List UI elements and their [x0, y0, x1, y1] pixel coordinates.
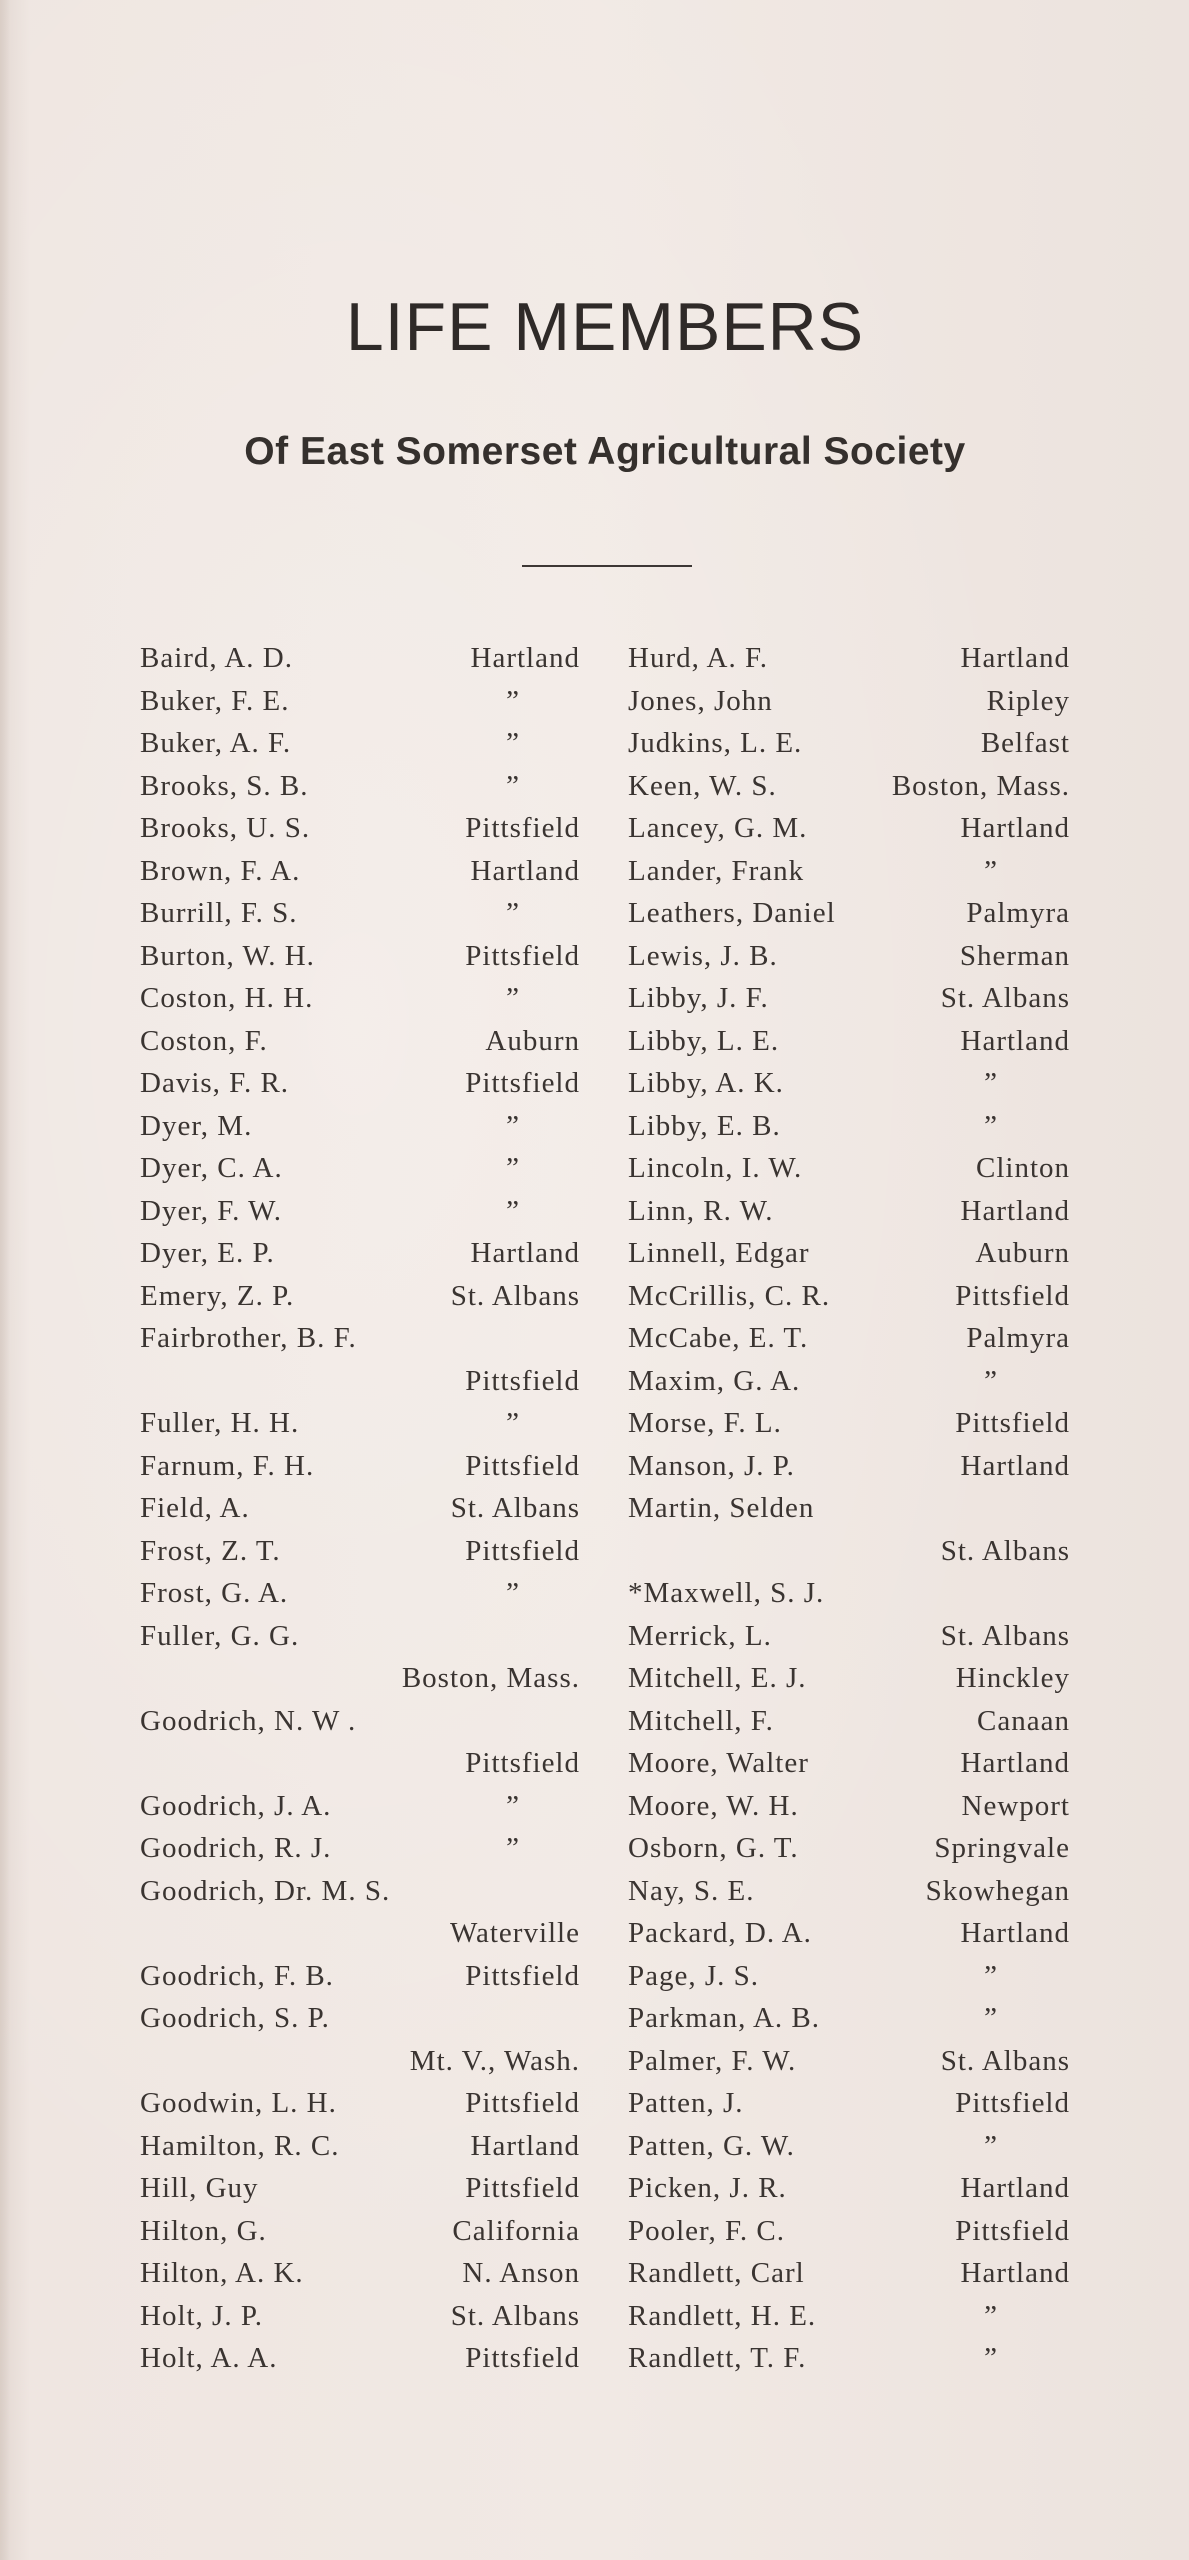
member-name: Hilton, G. [140, 2214, 267, 2247]
member-town: Pittsfield [465, 812, 580, 844]
member-entry [140, 1232, 580, 1275]
member-town: ” [506, 1194, 520, 1227]
member-town: Boston, Mass. [891, 769, 1070, 802]
member-name: Goodrich, N. W . [140, 1704, 357, 1737]
member-entry [628, 1530, 1070, 1573]
member-entry [628, 637, 1070, 680]
page-subtitle: Of East Somerset Agricultural Society [244, 430, 966, 473]
member-name: Emery, Z. P. [140, 1279, 295, 1312]
left-member-column [140, 637, 580, 2380]
member-entry [140, 2082, 580, 2125]
member-name: Manson, J. P. [628, 1449, 795, 1482]
member-entry [628, 977, 1070, 1020]
member-entry [628, 1147, 1070, 1190]
member-name: Libby, J. F. [628, 982, 769, 1014]
member-town: Pittsfield [955, 1407, 1070, 1439]
member-name: Mitchell, E. J. [628, 1662, 807, 1694]
member-town: Pittsfield [465, 1364, 580, 1397]
member-entry [140, 2125, 580, 2168]
member-entry [140, 1700, 580, 1743]
member-entry [140, 892, 580, 935]
member-name: Randlett, Carl [628, 2257, 805, 2289]
member-name: Linnell, Edgar [628, 1237, 810, 1269]
member-town: Ripley [986, 684, 1070, 717]
member-town: Hartland [960, 2257, 1070, 2289]
member-entry [140, 1742, 580, 1785]
member-entry [628, 1827, 1070, 1870]
member-name: Brooks, S. B. [140, 769, 309, 802]
member-name: Mitchell, F. [628, 1704, 774, 1737]
member-town: Newport [961, 1789, 1070, 1822]
member-town: ” [984, 1067, 998, 1099]
member-name: Patten, J. [628, 2087, 744, 2119]
member-entry [628, 850, 1070, 893]
member-entry [140, 1105, 580, 1148]
member-entry [140, 2040, 580, 2083]
member-entry [140, 1572, 580, 1615]
member-entry [628, 1657, 1070, 1700]
member-entry [140, 1615, 580, 1658]
member-entry [140, 1020, 580, 1063]
member-town: Mt. V., Wash. [409, 2044, 580, 2077]
member-town: ” [984, 854, 998, 887]
member-entry [140, 2252, 580, 2295]
member-name: Goodrich, F. B. [140, 1959, 334, 1992]
member-name: Fairbrother, B. F. [140, 1322, 357, 1354]
member-town: Hartland [960, 1194, 1070, 1227]
member-town: Hartland [470, 1237, 580, 1269]
member-entry [628, 680, 1070, 723]
member-name: Maxim, G. A. [628, 1364, 801, 1397]
member-entry [628, 2337, 1070, 2380]
member-entry [140, 765, 580, 808]
member-town: Springvale [934, 1832, 1070, 1864]
member-town: Hartland [960, 642, 1070, 674]
member-name: Brooks, U. S. [140, 812, 311, 844]
member-town: California [452, 2214, 580, 2247]
member-town: St. Albans [450, 1492, 580, 1524]
member-entry [140, 1955, 580, 1998]
member-entry [628, 1402, 1070, 1445]
member-entry [628, 2125, 1070, 2168]
member-entry [628, 1232, 1070, 1275]
member-name: Randlett, T. F. [628, 2342, 807, 2374]
member-town: Hinckley [955, 1662, 1070, 1694]
member-town: Waterville [449, 1917, 580, 1949]
member-entry [140, 935, 580, 978]
member-entry [140, 1275, 580, 1318]
member-town: ” [506, 1407, 520, 1439]
member-town: Hartland [960, 2172, 1070, 2204]
member-entry [140, 1657, 580, 1700]
member-town: ” [506, 897, 520, 929]
member-town: Pittsfield [465, 1534, 580, 1567]
member-name: Buker, F. E. [140, 684, 290, 717]
member-name: Merrick, L. [628, 1619, 772, 1652]
member-entry [628, 722, 1070, 765]
member-town: ” [506, 1152, 520, 1184]
member-town: Sherman [959, 939, 1070, 972]
member-entry [628, 1105, 1070, 1148]
member-entry [628, 1912, 1070, 1955]
member-entry [628, 1572, 1070, 1615]
member-entry [628, 2040, 1070, 2083]
member-town: ” [984, 2129, 998, 2162]
member-entry [628, 2295, 1070, 2338]
member-name: Moore, W. H. [628, 1789, 799, 1822]
member-entry [628, 1445, 1070, 1488]
member-name: Moore, Walter [628, 1747, 809, 1779]
member-town: ” [984, 1959, 998, 1992]
member-entry [628, 1955, 1070, 1998]
member-town: ” [984, 2002, 998, 2034]
member-town: St. Albans [940, 1534, 1070, 1567]
member-entry [628, 2167, 1070, 2210]
member-name: Hamilton, R. C. [140, 2129, 340, 2162]
member-name: Goodrich, Dr. M. S. [140, 1874, 391, 1907]
member-entry [628, 1360, 1070, 1403]
member-name: Parkman, A. B. [628, 2002, 821, 2034]
member-entry [140, 2337, 580, 2380]
member-town: Pittsfield [465, 2342, 580, 2374]
member-name: Fuller, G. G. [140, 1619, 300, 1652]
member-town: ” [984, 2342, 998, 2374]
member-name: Jones, John [628, 684, 773, 717]
member-entry [628, 2252, 1070, 2295]
member-entry [628, 1020, 1070, 1063]
member-town: Hartland [470, 2129, 580, 2162]
member-name: Dyer, C. A. [140, 1152, 283, 1184]
member-town: ” [984, 2299, 998, 2332]
member-entry [140, 2167, 580, 2210]
member-entry [628, 1997, 1070, 2040]
member-entry [140, 637, 580, 680]
member-entry [140, 1360, 580, 1403]
member-name: Packard, D. A. [628, 1917, 812, 1949]
member-name: Hill, Guy [140, 2172, 259, 2204]
member-name: Palmer, F. W. [628, 2044, 797, 2077]
member-name: Judkins, L. E. [628, 727, 803, 759]
member-entry [140, 1062, 580, 1105]
member-town: Hartland [960, 1917, 1070, 1949]
member-town: Hartland [960, 1449, 1070, 1482]
member-town: Palmyra [966, 897, 1070, 929]
member-town: St. Albans [450, 1279, 580, 1312]
member-entry [140, 1402, 580, 1445]
member-name: Goodrich, R. J. [140, 1832, 332, 1864]
member-name: Pooler, F. C. [628, 2214, 785, 2247]
member-entry [140, 1530, 580, 1573]
member-town: Hartland [960, 812, 1070, 844]
member-name: Coston, H. H. [140, 982, 314, 1014]
member-entry [628, 765, 1070, 808]
member-name: Morse, F. L. [628, 1407, 782, 1439]
member-town: ” [506, 727, 520, 759]
right-member-column [628, 637, 1070, 2380]
member-name: Libby, L. E. [628, 1024, 780, 1057]
member-name: Leathers, Daniel [628, 897, 836, 929]
member-name: Holt, J. P. [140, 2299, 264, 2332]
member-town: Auburn [975, 1237, 1070, 1269]
member-name: Farnum, F. H. [140, 1449, 315, 1482]
member-name: Fuller, H. H. [140, 1407, 300, 1439]
member-name: Lander, Frank [628, 854, 805, 887]
member-name: Goodrich, S. P. [140, 2002, 330, 2034]
member-town: Auburn [485, 1024, 580, 1057]
member-name: Martin, Selden [628, 1492, 815, 1524]
member-entry [140, 1147, 580, 1190]
member-entry [628, 1275, 1070, 1318]
member-name: Hurd, A. F. [628, 642, 768, 674]
member-entry [628, 1487, 1070, 1530]
member-entry [140, 807, 580, 850]
member-name: Osborn, G. T. [628, 1832, 799, 1864]
member-entry [140, 1487, 580, 1530]
member-town: Hartland [960, 1747, 1070, 1779]
member-name: Hilton, A. K. [140, 2257, 304, 2289]
member-name: Davis, F. R. [140, 1067, 290, 1099]
member-town: Pittsfield [955, 2214, 1070, 2247]
member-town: Canaan [977, 1704, 1070, 1737]
member-name: Picken, J. R. [628, 2172, 787, 2204]
member-entry [140, 977, 580, 1020]
member-name: Dyer, F. W. [140, 1194, 283, 1227]
member-entry [628, 2082, 1070, 2125]
member-town: Palmyra [966, 1322, 1070, 1354]
member-town: St. Albans [940, 982, 1070, 1014]
member-entry [628, 1317, 1070, 1360]
member-town: Hartland [470, 854, 580, 887]
member-town: Hartland [960, 1024, 1070, 1057]
member-town: ” [984, 1109, 998, 1142]
member-name: Lancey, G. M. [628, 812, 808, 844]
member-name: McCabe, E. T. [628, 1322, 809, 1354]
member-entry [140, 1190, 580, 1233]
member-entry [628, 935, 1070, 978]
member-entry [140, 2210, 580, 2253]
member-entry [140, 1870, 580, 1913]
member-name: Burton, W. H. [140, 939, 315, 972]
page-title: LIFE MEMBERS [345, 289, 865, 365]
member-entry [140, 850, 580, 893]
member-name: Nay, S. E. [628, 1874, 755, 1907]
member-entry [140, 1997, 580, 2040]
member-town: N. Anson [462, 2257, 580, 2289]
member-name: Patten, G. W. [628, 2129, 795, 2162]
member-name: Linn, R. W. [628, 1194, 774, 1227]
member-town: ” [506, 1577, 520, 1609]
member-entry [628, 1700, 1070, 1743]
member-town: Pittsfield [465, 939, 580, 972]
member-town: ” [506, 684, 520, 717]
member-name: Page, J. S. [628, 1959, 760, 1992]
member-town: ” [506, 1109, 520, 1142]
binding-edge [0, 0, 10, 2560]
member-name: Buker, A. F. [140, 727, 292, 759]
member-town: ” [506, 1789, 520, 1822]
member-name: McCrillis, C. R. [628, 1279, 831, 1312]
member-name: Baird, A. D. [140, 642, 293, 674]
divider-rule [522, 565, 692, 567]
member-town: Pittsfield [465, 1067, 580, 1099]
member-entry [140, 1785, 580, 1828]
member-town: Belfast [980, 727, 1070, 759]
member-name: Randlett, H. E. [628, 2299, 817, 2332]
member-name: Dyer, E. P. [140, 1237, 275, 1269]
member-entry [140, 1445, 580, 1488]
member-town: Pittsfield [465, 1747, 580, 1779]
member-town: ” [984, 1364, 998, 1397]
member-entry [628, 1615, 1070, 1658]
member-town: Skowhegan [925, 1874, 1070, 1907]
member-name: Libby, E. B. [628, 1109, 781, 1142]
member-town: Boston, Mass. [401, 1662, 580, 1694]
member-name: Burrill, F. S. [140, 897, 298, 929]
member-town: Pittsfield [465, 1959, 580, 1992]
member-entry [628, 1785, 1070, 1828]
member-name: Field, A. [140, 1492, 250, 1524]
member-entry [140, 1827, 580, 1870]
member-name: Keen, W. S. [628, 769, 777, 802]
member-name: Dyer, M. [140, 1109, 253, 1142]
member-entry [628, 892, 1070, 935]
member-town: Clinton [975, 1152, 1070, 1184]
member-town: Hartland [470, 642, 580, 674]
member-name: *Maxwell, S. J. [628, 1577, 825, 1609]
member-entry [628, 1742, 1070, 1785]
member-name: Lincoln, I. W. [628, 1152, 803, 1184]
member-name: Brown, F. A. [140, 854, 301, 887]
member-entry [628, 2210, 1070, 2253]
member-entry [628, 807, 1070, 850]
member-name: Holt, A. A. [140, 2342, 278, 2374]
member-entry [628, 1190, 1070, 1233]
member-entry [628, 1870, 1070, 1913]
member-town: St. Albans [940, 2044, 1070, 2077]
member-town: Pittsfield [955, 1279, 1070, 1312]
member-entry [140, 1317, 580, 1360]
member-town: St. Albans [450, 2299, 580, 2332]
member-name: Libby, A. K. [628, 1067, 784, 1099]
member-town: ” [506, 769, 520, 802]
member-town: ” [506, 982, 520, 1014]
member-entry [140, 722, 580, 765]
member-name: Coston, F. [140, 1024, 268, 1057]
member-town: Pittsfield [465, 2087, 580, 2119]
member-name: Goodrich, J. A. [140, 1789, 332, 1822]
member-town: ” [506, 1832, 520, 1864]
member-name: Goodwin, L. H. [140, 2087, 337, 2119]
member-town: Pittsfield [955, 2087, 1070, 2119]
member-town: Pittsfield [465, 2172, 580, 2204]
member-entry [140, 1912, 580, 1955]
member-entry [140, 2295, 580, 2338]
member-town: St. Albans [940, 1619, 1070, 1652]
member-name: Lewis, J. B. [628, 939, 778, 972]
member-town: Pittsfield [465, 1449, 580, 1482]
member-name: Frost, Z. T. [140, 1534, 281, 1567]
member-entry [140, 680, 580, 723]
member-entry [628, 1062, 1070, 1105]
member-name: Frost, G. A. [140, 1577, 289, 1609]
